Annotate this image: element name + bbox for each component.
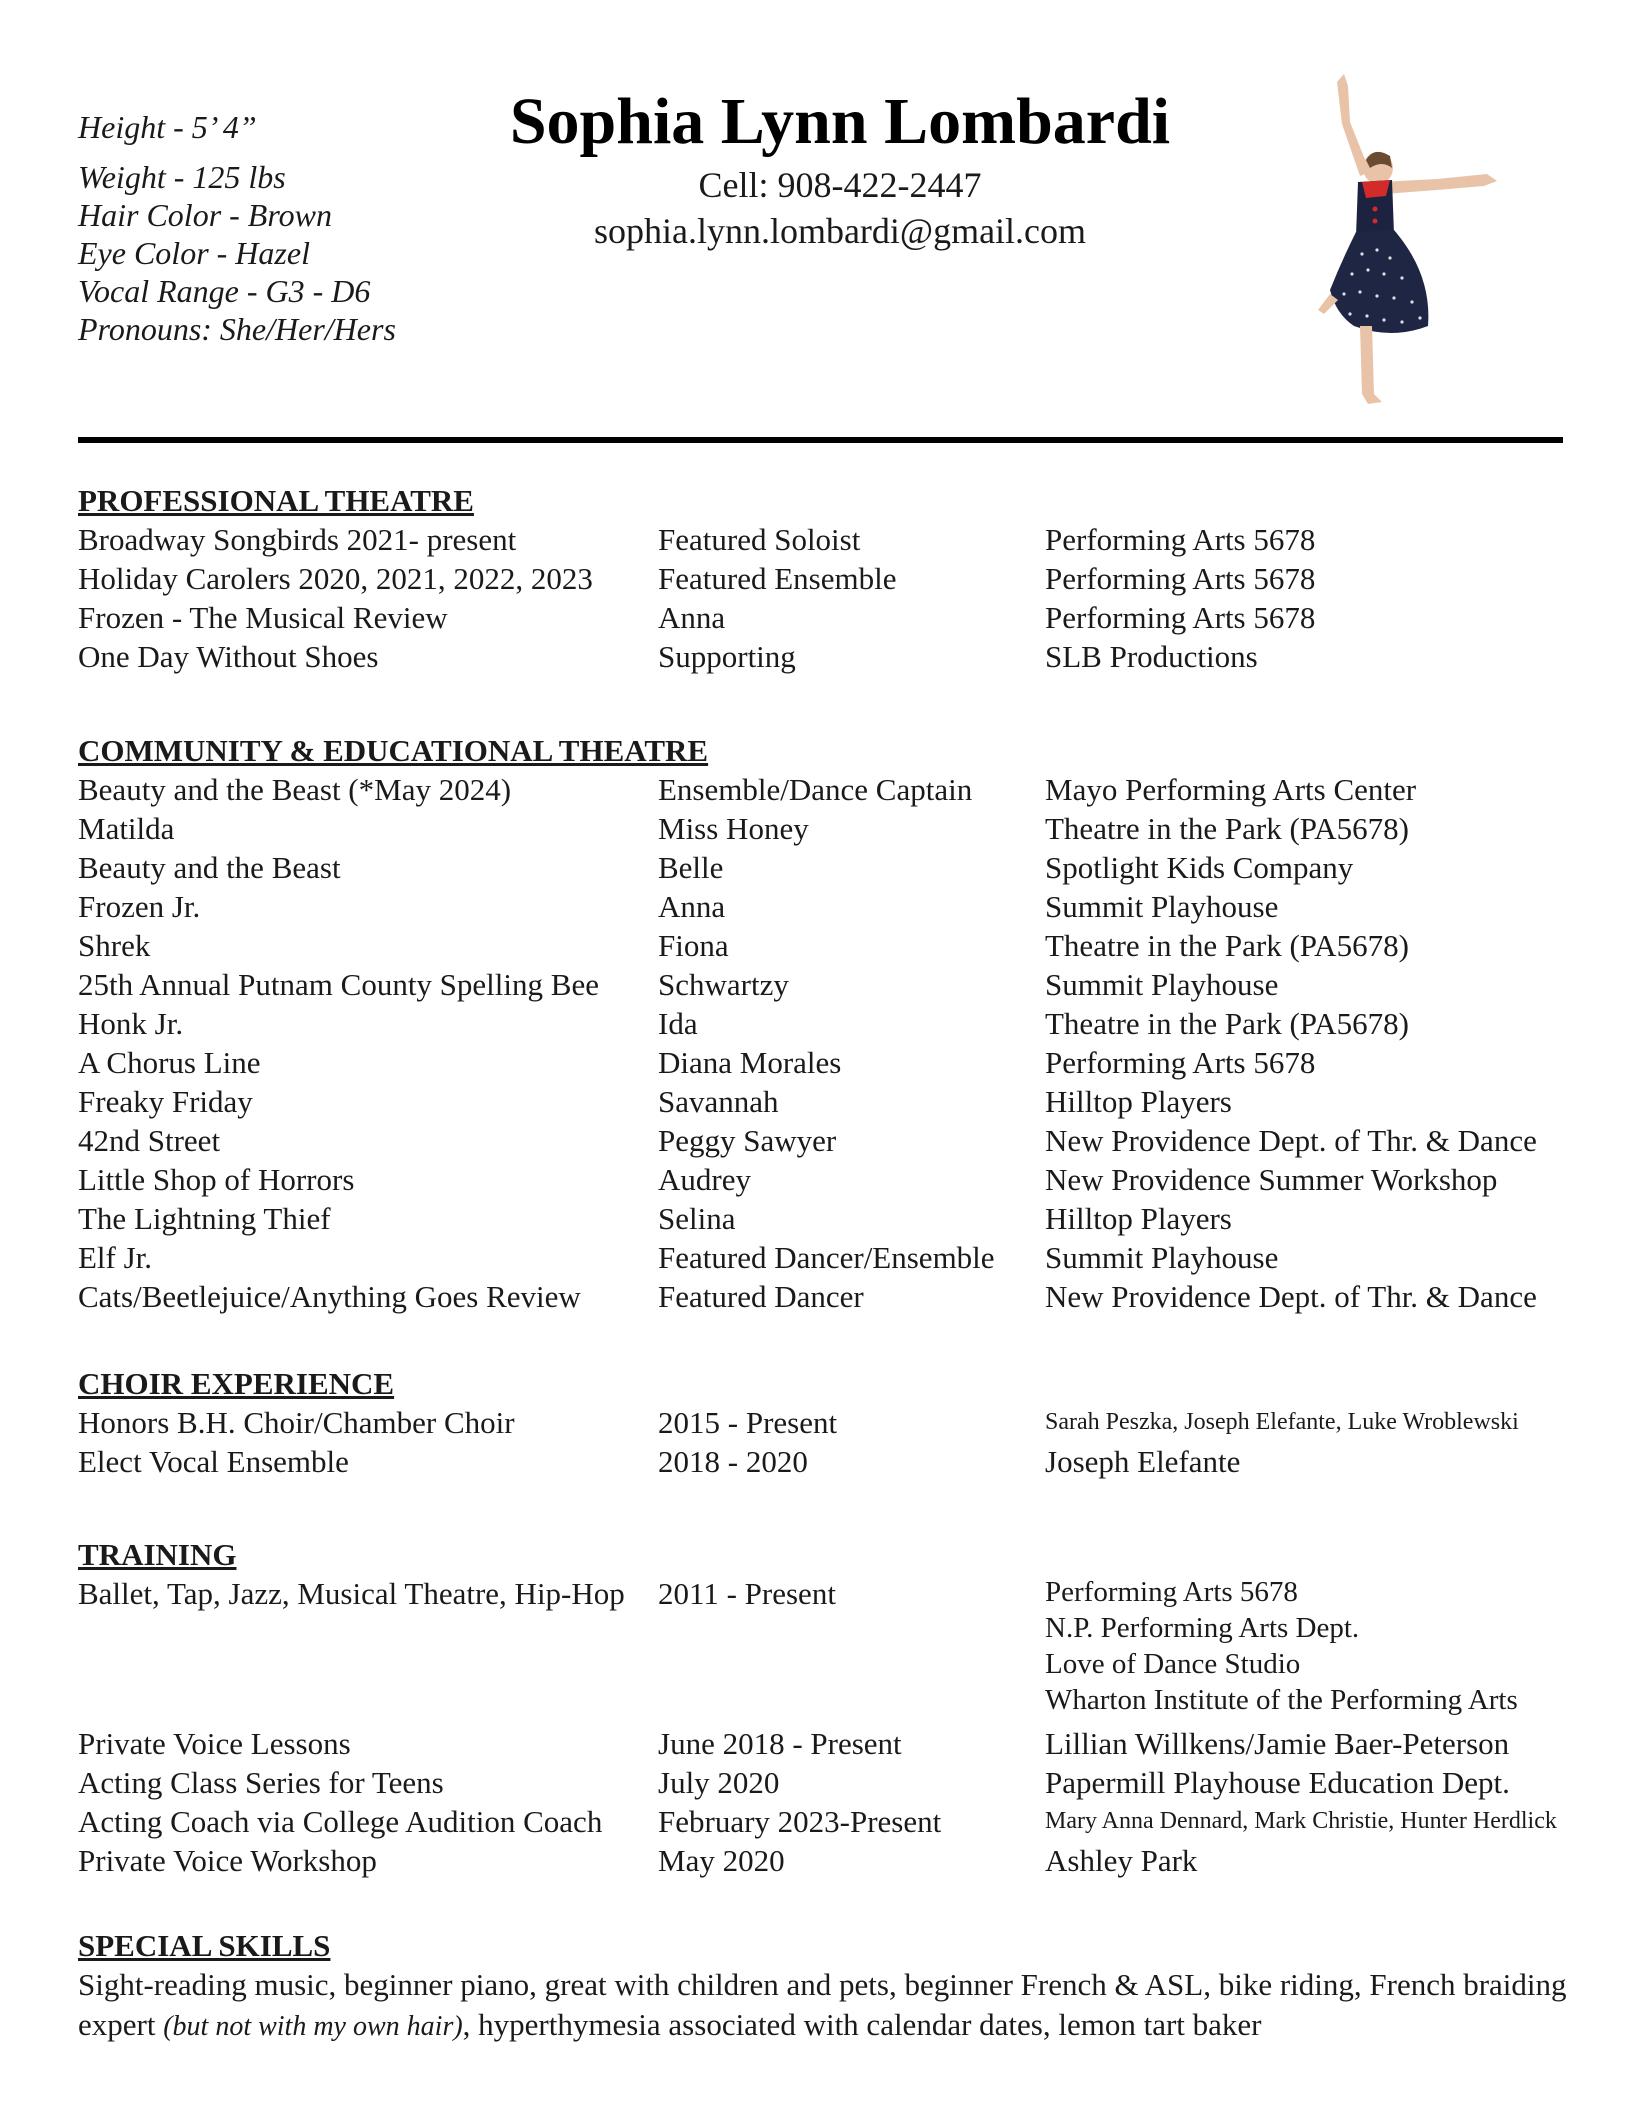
choir-name: Elect Vocal Ensemble bbox=[78, 1444, 349, 1479]
credit-role: Supporting bbox=[658, 639, 796, 674]
training-dates: 2011 - Present bbox=[658, 1576, 836, 1611]
credit-role: Selina bbox=[658, 1201, 736, 1236]
training-instructor: Ashley Park bbox=[1045, 1843, 1198, 1878]
stat-height: Height - 5’ 4” bbox=[78, 109, 257, 145]
credit-row bbox=[78, 926, 1578, 965]
performer-name: Sophia Lynn Lombardi bbox=[509, 85, 1171, 158]
training-instructor: Lillian Willkens/Jamie Baer-Peterson bbox=[1045, 1726, 1510, 1761]
credit-venue: SLB Productions bbox=[1045, 639, 1258, 674]
credit-role: Audrey bbox=[658, 1162, 751, 1197]
stat-eye-color: Eye Color - Hazel bbox=[78, 235, 310, 271]
stat-pronouns: Pronouns: She/Her/Hers bbox=[78, 311, 396, 347]
choir-dates: 2018 - 2020 bbox=[658, 1444, 808, 1479]
credit-venue: Mayo Performing Arts Center bbox=[1045, 772, 1417, 807]
choir-name: Honors B.H. Choir/Chamber Choir bbox=[78, 1405, 515, 1440]
credit-show: 25th Annual Putnam County Spelling Bee bbox=[78, 967, 599, 1002]
credit-venue: Performing Arts 5678 bbox=[1045, 561, 1316, 596]
training-subject: Acting Class Series for Teens bbox=[78, 1765, 444, 1800]
credit-venue: New Providence Dept. of Thr. & Dance bbox=[1045, 1123, 1537, 1158]
credit-venue: Performing Arts 5678 bbox=[1045, 600, 1316, 635]
training-row bbox=[78, 1763, 1578, 1802]
training-dates: February 2023-Present bbox=[658, 1804, 942, 1839]
choir-dates: 2015 - Present bbox=[658, 1405, 838, 1440]
training-row bbox=[78, 1802, 1578, 1841]
training-dates: July 2020 bbox=[658, 1765, 780, 1800]
skills-italic-note: (but not with my own hair) bbox=[163, 2011, 463, 2042]
credit-row bbox=[78, 965, 1578, 1004]
credit-show: Elf Jr. bbox=[78, 1240, 153, 1275]
credit-row bbox=[78, 1004, 1578, 1043]
credit-row bbox=[78, 637, 1578, 676]
credit-venue: Performing Arts 5678 bbox=[1045, 522, 1316, 557]
personal-stats bbox=[78, 108, 396, 348]
credit-show: Matilda bbox=[78, 811, 175, 846]
credit-role: Fiona bbox=[658, 928, 729, 963]
studio-name: Performing Arts 5678 bbox=[1045, 1576, 1298, 1608]
skills-text bbox=[78, 1965, 1578, 2047]
credit-row bbox=[78, 1199, 1578, 1238]
section-title-training: TRAINING bbox=[78, 1537, 237, 1572]
training-instructor: Mary Anna Dennard, Mark Christie, Hunter Herdlick bbox=[1045, 1808, 1557, 1834]
credit-venue: Spotlight Kids Company bbox=[1045, 850, 1354, 885]
credit-show: Holiday Carolers 2020, 2021, 2022, 2023 bbox=[78, 561, 593, 596]
credit-venue: Summit Playhouse bbox=[1045, 889, 1279, 924]
training-row bbox=[78, 1724, 1578, 1763]
email-address[interactable]: sophia.lynn.lombardi@gmail.com bbox=[593, 211, 1087, 251]
credit-row bbox=[78, 770, 1578, 809]
credit-venue: New Providence Summer Workshop bbox=[1045, 1162, 1498, 1197]
credit-role: Savannah bbox=[658, 1084, 779, 1119]
credit-show: A Chorus Line bbox=[78, 1045, 261, 1080]
credit-row bbox=[78, 1121, 1578, 1160]
credit-role: Belle bbox=[658, 850, 724, 885]
credit-row bbox=[78, 848, 1578, 887]
credit-show: 42nd Street bbox=[78, 1123, 221, 1158]
credit-role: Miss Honey bbox=[658, 811, 809, 846]
header-divider bbox=[78, 437, 1563, 443]
credit-role: Featured Soloist bbox=[658, 522, 861, 557]
training-subject: Acting Coach via College Audition Coach bbox=[78, 1804, 603, 1839]
training-dates: May 2020 bbox=[658, 1843, 785, 1878]
credit-row bbox=[78, 1082, 1578, 1121]
credit-role: Schwartzy bbox=[658, 967, 789, 1002]
studio-name: Wharton Institute of the Performing Arts bbox=[1045, 1684, 1518, 1716]
credit-venue: Hilltop Players bbox=[1045, 1201, 1232, 1236]
credit-show: Freaky Friday bbox=[78, 1084, 253, 1119]
credit-show: Frozen Jr. bbox=[78, 889, 201, 924]
credit-venue: Summit Playhouse bbox=[1045, 1240, 1279, 1275]
training-dates: June 2018 - Present bbox=[658, 1726, 902, 1761]
skills-text-part: , hyperthymesia associated with calendar dates, lemon tart baker bbox=[462, 2007, 1262, 2042]
credit-venue: Theatre in the Park (PA5678) bbox=[1045, 1006, 1409, 1041]
studio-name: Love of Dance Studio bbox=[1045, 1648, 1301, 1680]
credit-show: Beauty and the Beast (*May 2024) bbox=[78, 772, 512, 807]
choir-row bbox=[78, 1403, 1578, 1442]
training-subject: Ballet, Tap, Jazz, Musical Theatre, Hip-Hop bbox=[78, 1576, 625, 1611]
credit-row bbox=[78, 1160, 1578, 1199]
credit-show: The Lightning Thief bbox=[78, 1201, 331, 1236]
training-row-dance bbox=[78, 1574, 1578, 1724]
credit-venue: Summit Playhouse bbox=[1045, 967, 1279, 1002]
credit-row bbox=[78, 520, 1578, 559]
credit-role: Featured Dancer/Ensemble bbox=[658, 1240, 995, 1275]
community-theatre-section bbox=[78, 731, 1578, 1316]
training-studios bbox=[1045, 1574, 1518, 1718]
credit-show: Broadway Songbirds 2021- present bbox=[78, 522, 517, 557]
credit-role: Anna bbox=[658, 600, 726, 635]
credit-venue: New Providence Dept. of Thr. & Dance bbox=[1045, 1279, 1537, 1314]
credit-role: Ensemble/Dance Captain bbox=[658, 772, 973, 807]
special-skills-section bbox=[78, 1926, 1578, 2047]
credit-venue: Hilltop Players bbox=[1045, 1084, 1232, 1119]
choir-directors: Sarah Peszka, Joseph Elefante, Luke Wroblewski bbox=[1045, 1409, 1519, 1435]
resume-header bbox=[440, 82, 1240, 254]
choir-row bbox=[78, 1442, 1578, 1481]
credit-role: Featured Dancer bbox=[658, 1279, 864, 1314]
stat-hair-color: Hair Color - Brown bbox=[78, 197, 332, 233]
credit-show: Cats/Beetlejuice/Anything Goes Review bbox=[78, 1279, 581, 1314]
credit-row bbox=[78, 598, 1578, 637]
cell-phone: Cell: 908-422-2447 bbox=[698, 165, 982, 205]
credit-row bbox=[78, 559, 1578, 598]
credit-show: Frozen - The Musical Review bbox=[78, 600, 448, 635]
credit-role: Anna bbox=[658, 889, 726, 924]
studio-name: N.P. Performing Arts Dept. bbox=[1045, 1612, 1360, 1644]
credit-row bbox=[78, 1043, 1578, 1082]
training-row bbox=[78, 1841, 1578, 1880]
credit-row bbox=[78, 887, 1578, 926]
credit-row bbox=[78, 1277, 1578, 1316]
credit-role: Diana Morales bbox=[658, 1045, 842, 1080]
section-title-professional: PROFESSIONAL THEATRE bbox=[78, 483, 474, 518]
skills-text-part: Sight-reading music, beginner piano, great with children and pets, beginner French & ASL, bike riding, French braiding expert bbox=[78, 1967, 1567, 2042]
training-section bbox=[78, 1535, 1578, 1880]
credit-show: Honk Jr. bbox=[78, 1006, 184, 1041]
credit-role: Peggy Sawyer bbox=[658, 1123, 837, 1158]
credit-venue: Performing Arts 5678 bbox=[1045, 1045, 1316, 1080]
credit-show: Beauty and the Beast bbox=[78, 850, 341, 885]
section-title-choir: CHOIR EXPERIENCE bbox=[78, 1366, 395, 1401]
section-title-skills: SPECIAL SKILLS bbox=[78, 1928, 331, 1963]
choir-directors: Joseph Elefante bbox=[1045, 1444, 1241, 1479]
credit-venue: Theatre in the Park (PA5678) bbox=[1045, 928, 1409, 963]
credit-show: Shrek bbox=[78, 928, 151, 963]
professional-theatre-section bbox=[78, 481, 1578, 676]
credit-role: Featured Ensemble bbox=[658, 561, 897, 596]
section-title-community: COMMUNITY & EDUCATIONAL THEATRE bbox=[78, 733, 709, 768]
credit-role: Ida bbox=[658, 1006, 698, 1041]
training-subject: Private Voice Lessons bbox=[78, 1726, 351, 1761]
choir-experience-section bbox=[78, 1364, 1578, 1481]
training-subject: Private Voice Workshop bbox=[78, 1843, 377, 1878]
credit-row bbox=[78, 809, 1578, 848]
stat-weight: Weight - 125 lbs bbox=[78, 159, 286, 195]
stat-vocal-range: Vocal Range - G3 - D6 bbox=[78, 273, 371, 309]
credit-show: Little Shop of Horrors bbox=[78, 1162, 355, 1197]
dancer-photo bbox=[1232, 64, 1502, 414]
credit-venue: Theatre in the Park (PA5678) bbox=[1045, 811, 1409, 846]
credit-row bbox=[78, 1238, 1578, 1277]
credit-show: One Day Without Shoes bbox=[78, 639, 379, 674]
training-instructor: Papermill Playhouse Education Dept. bbox=[1045, 1765, 1510, 1800]
